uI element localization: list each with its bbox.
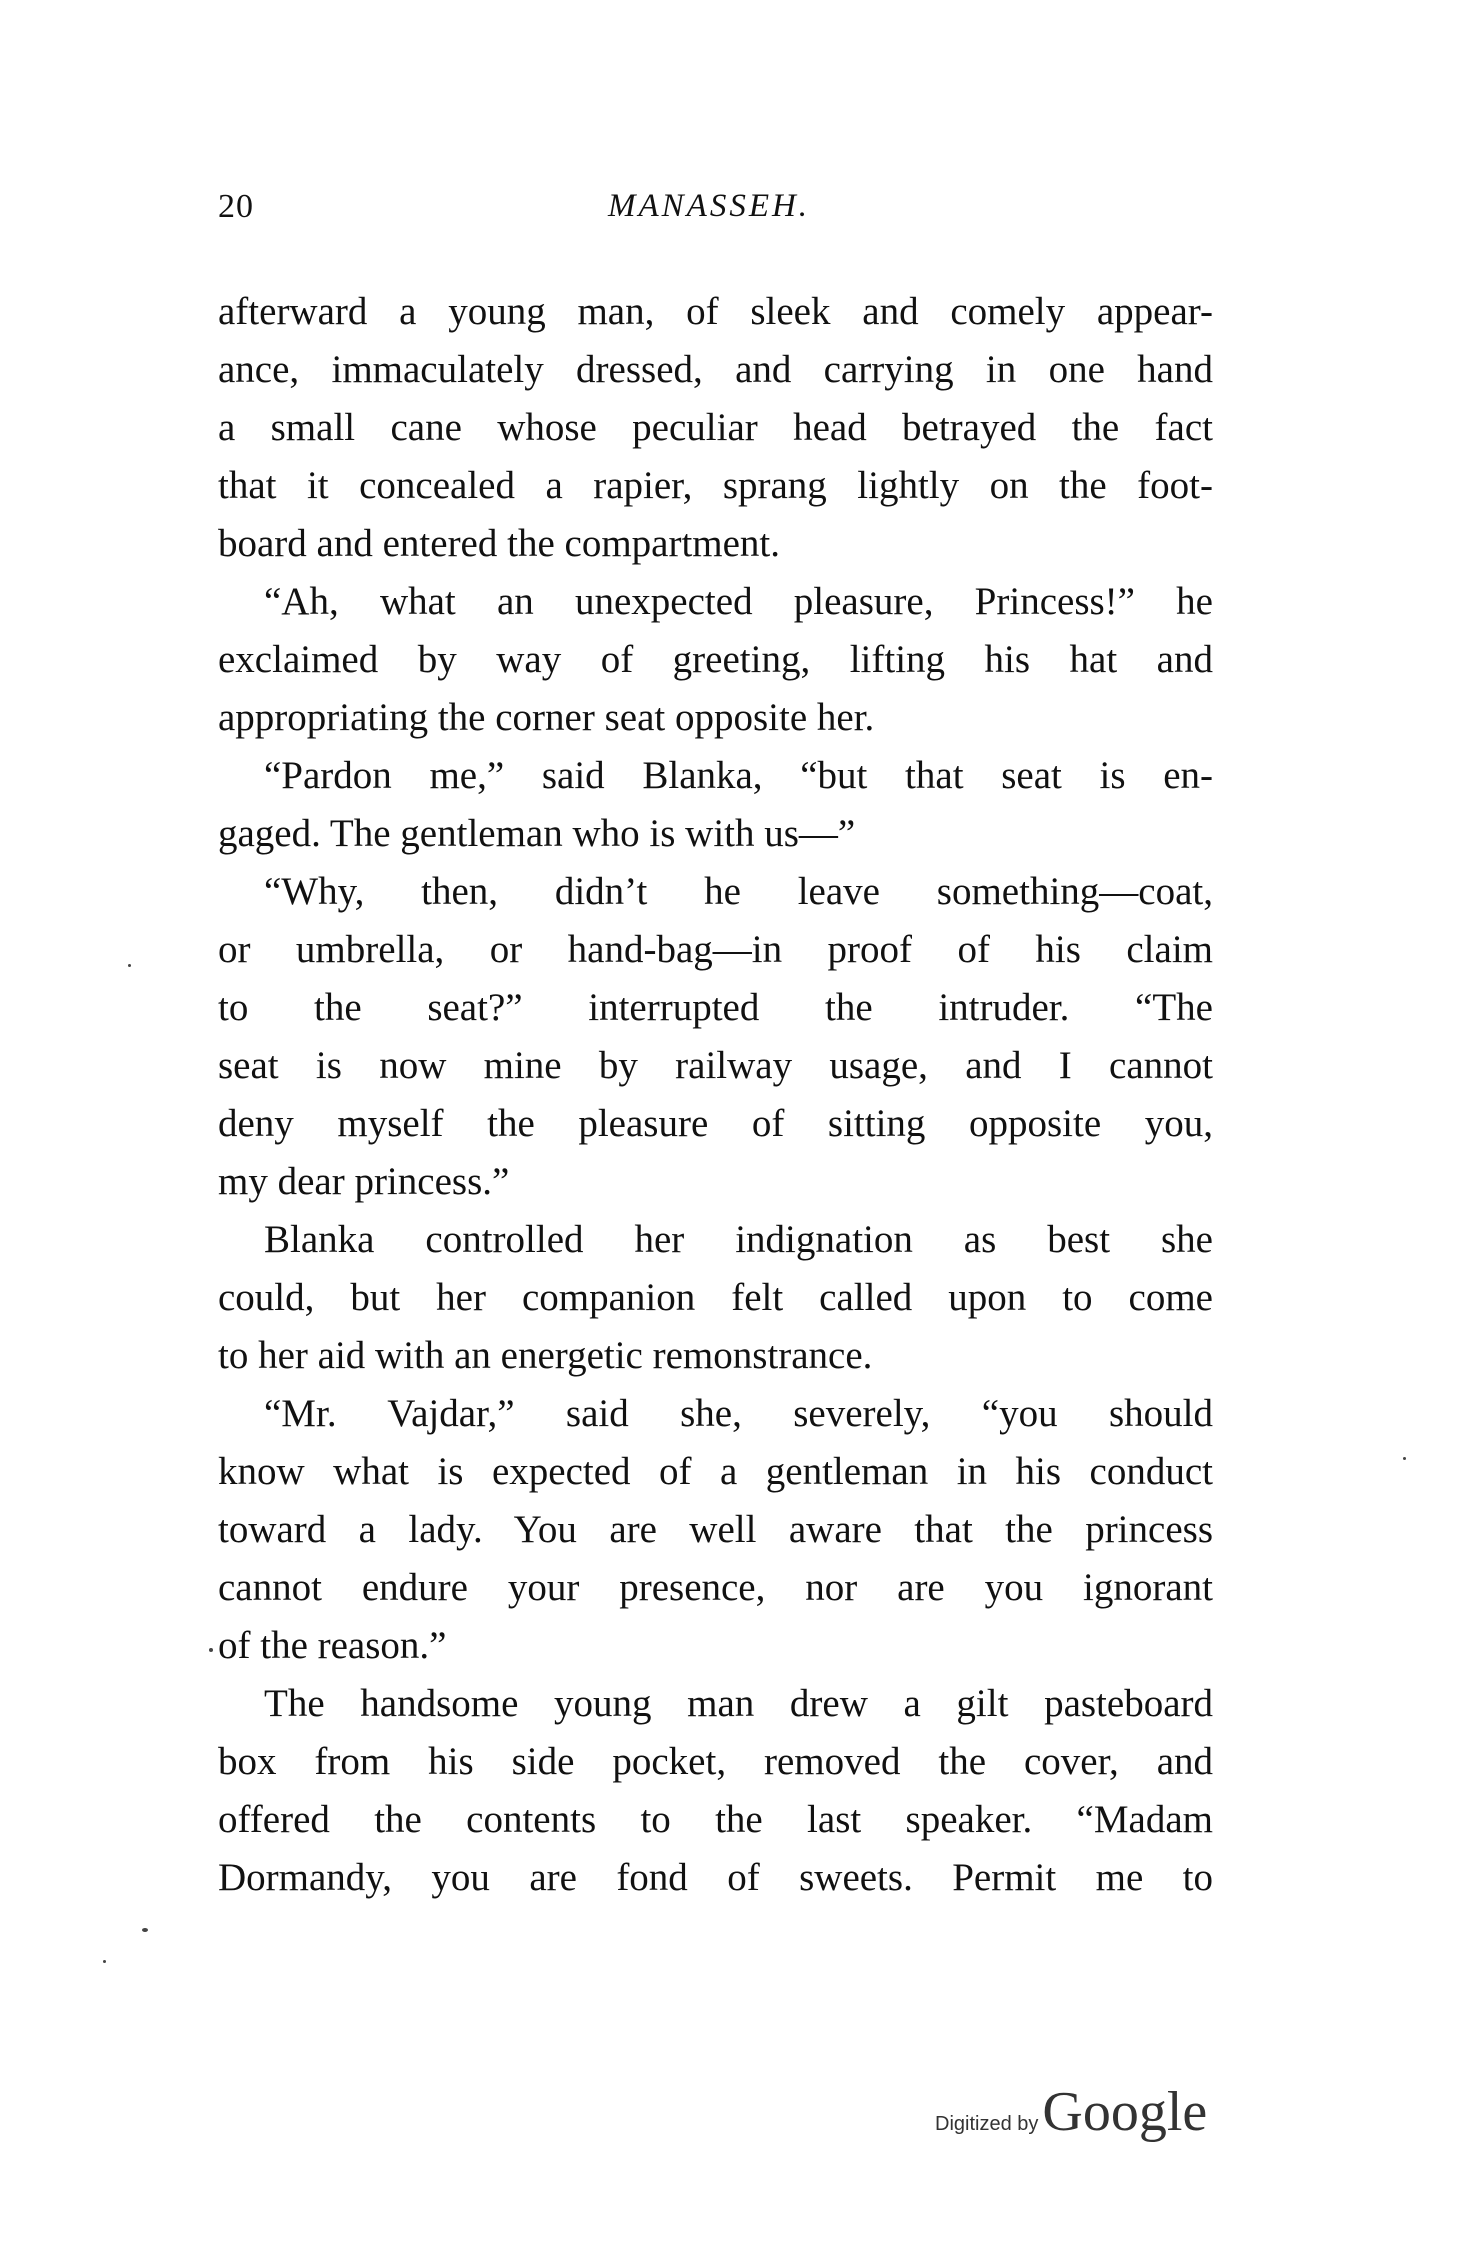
text-line: Blanka controlled her indignation as best she bbox=[264, 1218, 1213, 1261]
text-line: to the seat?” interrupted the intruder. “The bbox=[218, 986, 1213, 1029]
text-line: offered the contents to the last speaker. “Madam bbox=[218, 1798, 1213, 1841]
text-line: toward a lady. You are well aware that the princess bbox=[218, 1508, 1213, 1551]
text-line: box from his side pocket, removed the cover, and bbox=[218, 1740, 1213, 1783]
text-line: exclaimed by way of greeting, lifting his hat and bbox=[218, 638, 1213, 681]
text-line: of the reason.” bbox=[218, 1624, 447, 1667]
text-line: Dormandy, you are fond of sweets. Permit me to bbox=[218, 1856, 1213, 1899]
watermark-prefix: Digitized by bbox=[935, 2113, 1039, 2135]
text-line: ance, immaculately dressed, and carrying in one hand bbox=[218, 348, 1213, 391]
text-line: deny myself the pleasure of sitting opposite you, bbox=[218, 1102, 1213, 1145]
text-line: a small cane whose peculiar head betrayed the fact bbox=[218, 406, 1213, 449]
text-line: know what is expected of a gentleman in his conduct bbox=[218, 1450, 1213, 1493]
page-number: 20 bbox=[218, 188, 254, 225]
text-line: “Pardon me,” said Blanka, “but that seat is en- bbox=[264, 754, 1213, 797]
digitized-by-watermark bbox=[935, 2080, 1207, 2150]
text-line: “Mr. Vajdar,” said she, severely, “you should bbox=[264, 1392, 1213, 1435]
scan-speck bbox=[1403, 1457, 1406, 1460]
text-line: seat is now mine by railway usage, and I cannot bbox=[218, 1044, 1213, 1087]
text-line: cannot endure your presence, nor are you ignorant bbox=[218, 1566, 1213, 1609]
scan-speck bbox=[103, 1960, 106, 1963]
text-line: “Why, then, didn’t he leave something—coat, bbox=[264, 870, 1213, 913]
text-line: to her aid with an energetic remonstrance. bbox=[218, 1334, 873, 1377]
watermark-brand: Google bbox=[1042, 2081, 1208, 2143]
text-line: could, but her companion felt called upon to come bbox=[218, 1276, 1213, 1319]
text-line: that it concealed a rapier, sprang lightly on the foot- bbox=[218, 464, 1213, 507]
text-line: my dear princess.” bbox=[218, 1160, 510, 1203]
text-line: The handsome young man drew a gilt pasteboard bbox=[264, 1682, 1213, 1725]
text-line: “Ah, what an unexpected pleasure, Princess!” he bbox=[264, 580, 1213, 623]
running-title: MANASSEH. bbox=[608, 188, 811, 224]
text-line: appropriating the corner seat opposite her. bbox=[218, 696, 875, 739]
scan-speck bbox=[142, 1928, 148, 1932]
text-line: gaged. The gentleman who is with us—” bbox=[218, 812, 856, 855]
page-header bbox=[218, 188, 1218, 240]
text-line: board and entered the compartment. bbox=[218, 522, 781, 565]
scan-speck bbox=[128, 964, 131, 967]
body-text bbox=[218, 283, 1213, 1907]
text-line: or umbrella, or hand-bag—in proof of his claim bbox=[218, 928, 1213, 971]
scan-speck bbox=[209, 1648, 213, 1652]
text-line: afterward a young man, of sleek and comely appear- bbox=[218, 290, 1213, 333]
